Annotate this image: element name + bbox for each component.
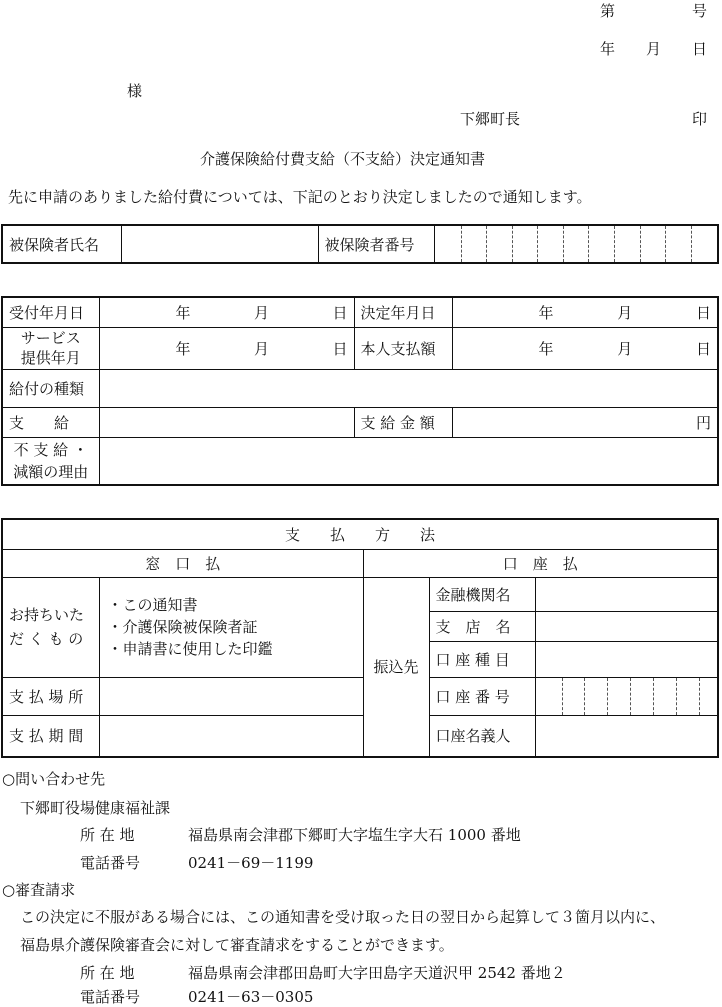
contact-tel-label: 電話番号: [80, 854, 141, 872]
insured-name-label: 被保険者氏名: [2, 225, 121, 263]
account-holder-label: 口座名義人: [429, 715, 535, 757]
self-paid-label: 本人支払額: [354, 327, 452, 369]
bring-item: ・この通知書: [107, 596, 198, 614]
document-title: 介護保険給付費支給（不支給）決定通知書: [200, 150, 486, 168]
service-year: 年: [175, 339, 191, 358]
review-heading: ○審査請求: [2, 881, 76, 899]
yen-unit: 円: [695, 413, 711, 432]
transfer-label: 振込先: [363, 577, 429, 757]
decided-date-field[interactable]: [452, 297, 718, 327]
service-day: 日: [332, 339, 348, 358]
review-address-label: 所 在 地: [80, 964, 135, 982]
benefit-kind-label: 給付の種類: [2, 369, 99, 407]
contact-address-label: 所 在 地: [80, 826, 135, 844]
contact-heading: ○問い合わせ先: [2, 770, 106, 788]
account-number-field[interactable]: [535, 677, 718, 715]
decision-table: [1, 296, 719, 486]
payment-method-table: [1, 518, 719, 758]
self-paid-field[interactable]: [452, 327, 718, 369]
insured-name-field[interactable]: [121, 225, 318, 263]
service-month: 月: [253, 339, 269, 358]
intro-text: 先に申請のありました給付費については、下記のとおり決定しましたので通知します。: [8, 188, 592, 206]
payment-label: 支 給: [2, 407, 99, 437]
bring-items-list: [99, 577, 363, 677]
branch-label: 支 店 名: [429, 611, 535, 641]
account-type-field[interactable]: [535, 641, 718, 677]
decided-day: 日: [695, 303, 711, 322]
reason-field[interactable]: [99, 437, 718, 485]
window-payment-title: 窓 口 払: [2, 549, 363, 577]
seal-mark: 印: [692, 110, 708, 128]
date-year: 年: [600, 40, 616, 58]
review-text-2: 福島県介護保険審査会に対して審査請求をすることができます。: [20, 936, 454, 954]
decided-year: 年: [538, 303, 554, 322]
contact-address: 福島県南会津郡下郷町大字塩生字大石 1000 番地: [188, 826, 521, 844]
number-prefix: 第: [600, 2, 616, 20]
reason-label: 不 支 給 ・ 減額の理由: [2, 437, 99, 485]
received-date-field[interactable]: [99, 297, 354, 327]
review-address: 福島県南会津郡田島町大字田島字天道沢甲 2542 番地２: [188, 964, 566, 982]
pay-period-field[interactable]: [99, 715, 363, 757]
received-day: 日: [332, 303, 348, 322]
number-suffix: 号: [692, 2, 708, 20]
pay-place-field[interactable]: [99, 677, 363, 715]
bring-item: ・介護保険被保険者証: [107, 618, 258, 636]
contact-tel: 0241－69－1199: [188, 854, 314, 872]
insured-number-field[interactable]: [434, 225, 718, 263]
insured-table: [1, 224, 719, 264]
issuer-name: 下郷町長: [460, 110, 521, 128]
bring-item: ・申請書に使用した印鑑: [107, 640, 273, 658]
account-type-label: 口 座 種 目: [429, 641, 535, 677]
account-number-label: 口 座 番 号: [429, 677, 535, 715]
account-payment-title: 口 座 払: [363, 549, 718, 577]
account-holder-field[interactable]: [535, 715, 718, 757]
amount-field[interactable]: [452, 407, 718, 437]
bank-label: 金融機関名: [429, 577, 535, 611]
review-tel-label: 電話番号: [80, 988, 141, 1006]
date-day: 日: [692, 40, 708, 58]
self-paid-day: 日: [695, 339, 711, 358]
service-month-field[interactable]: [99, 327, 354, 369]
insured-number-label: 被保険者番号: [318, 225, 434, 263]
decided-date-label: 決定年月日: [354, 297, 452, 327]
service-month-label: サービス 提供年月: [2, 327, 99, 369]
self-paid-month: 月: [617, 339, 633, 358]
pay-place-label: 支 払 場 所: [2, 677, 99, 715]
payment-method-title: 支 払 方 法: [2, 519, 718, 549]
received-year: 年: [175, 303, 191, 322]
self-paid-year: 年: [538, 339, 554, 358]
contact-dept: 下郷町役場健康福祉課: [20, 799, 171, 817]
branch-field[interactable]: [535, 611, 718, 641]
bring-items-label: お持ちいた だ く も の: [2, 577, 99, 677]
recipient-honorific: 様: [127, 82, 143, 100]
date-month: 月: [646, 40, 662, 58]
review-text-1: この決定に不服がある場合には、この通知書を受け取った日の翌日から起算して３箇月以内に、: [20, 908, 666, 926]
benefit-kind-field[interactable]: [99, 369, 718, 407]
received-date-label: 受付年月日: [2, 297, 99, 327]
review-tel: 0241－63－0305: [188, 988, 314, 1006]
pay-period-label: 支 払 期 間: [2, 715, 99, 757]
received-month: 月: [253, 303, 269, 322]
payment-field[interactable]: [99, 407, 354, 437]
decided-month: 月: [617, 303, 633, 322]
bank-field[interactable]: [535, 577, 718, 611]
amount-label: 支 給 金 額: [354, 407, 452, 437]
